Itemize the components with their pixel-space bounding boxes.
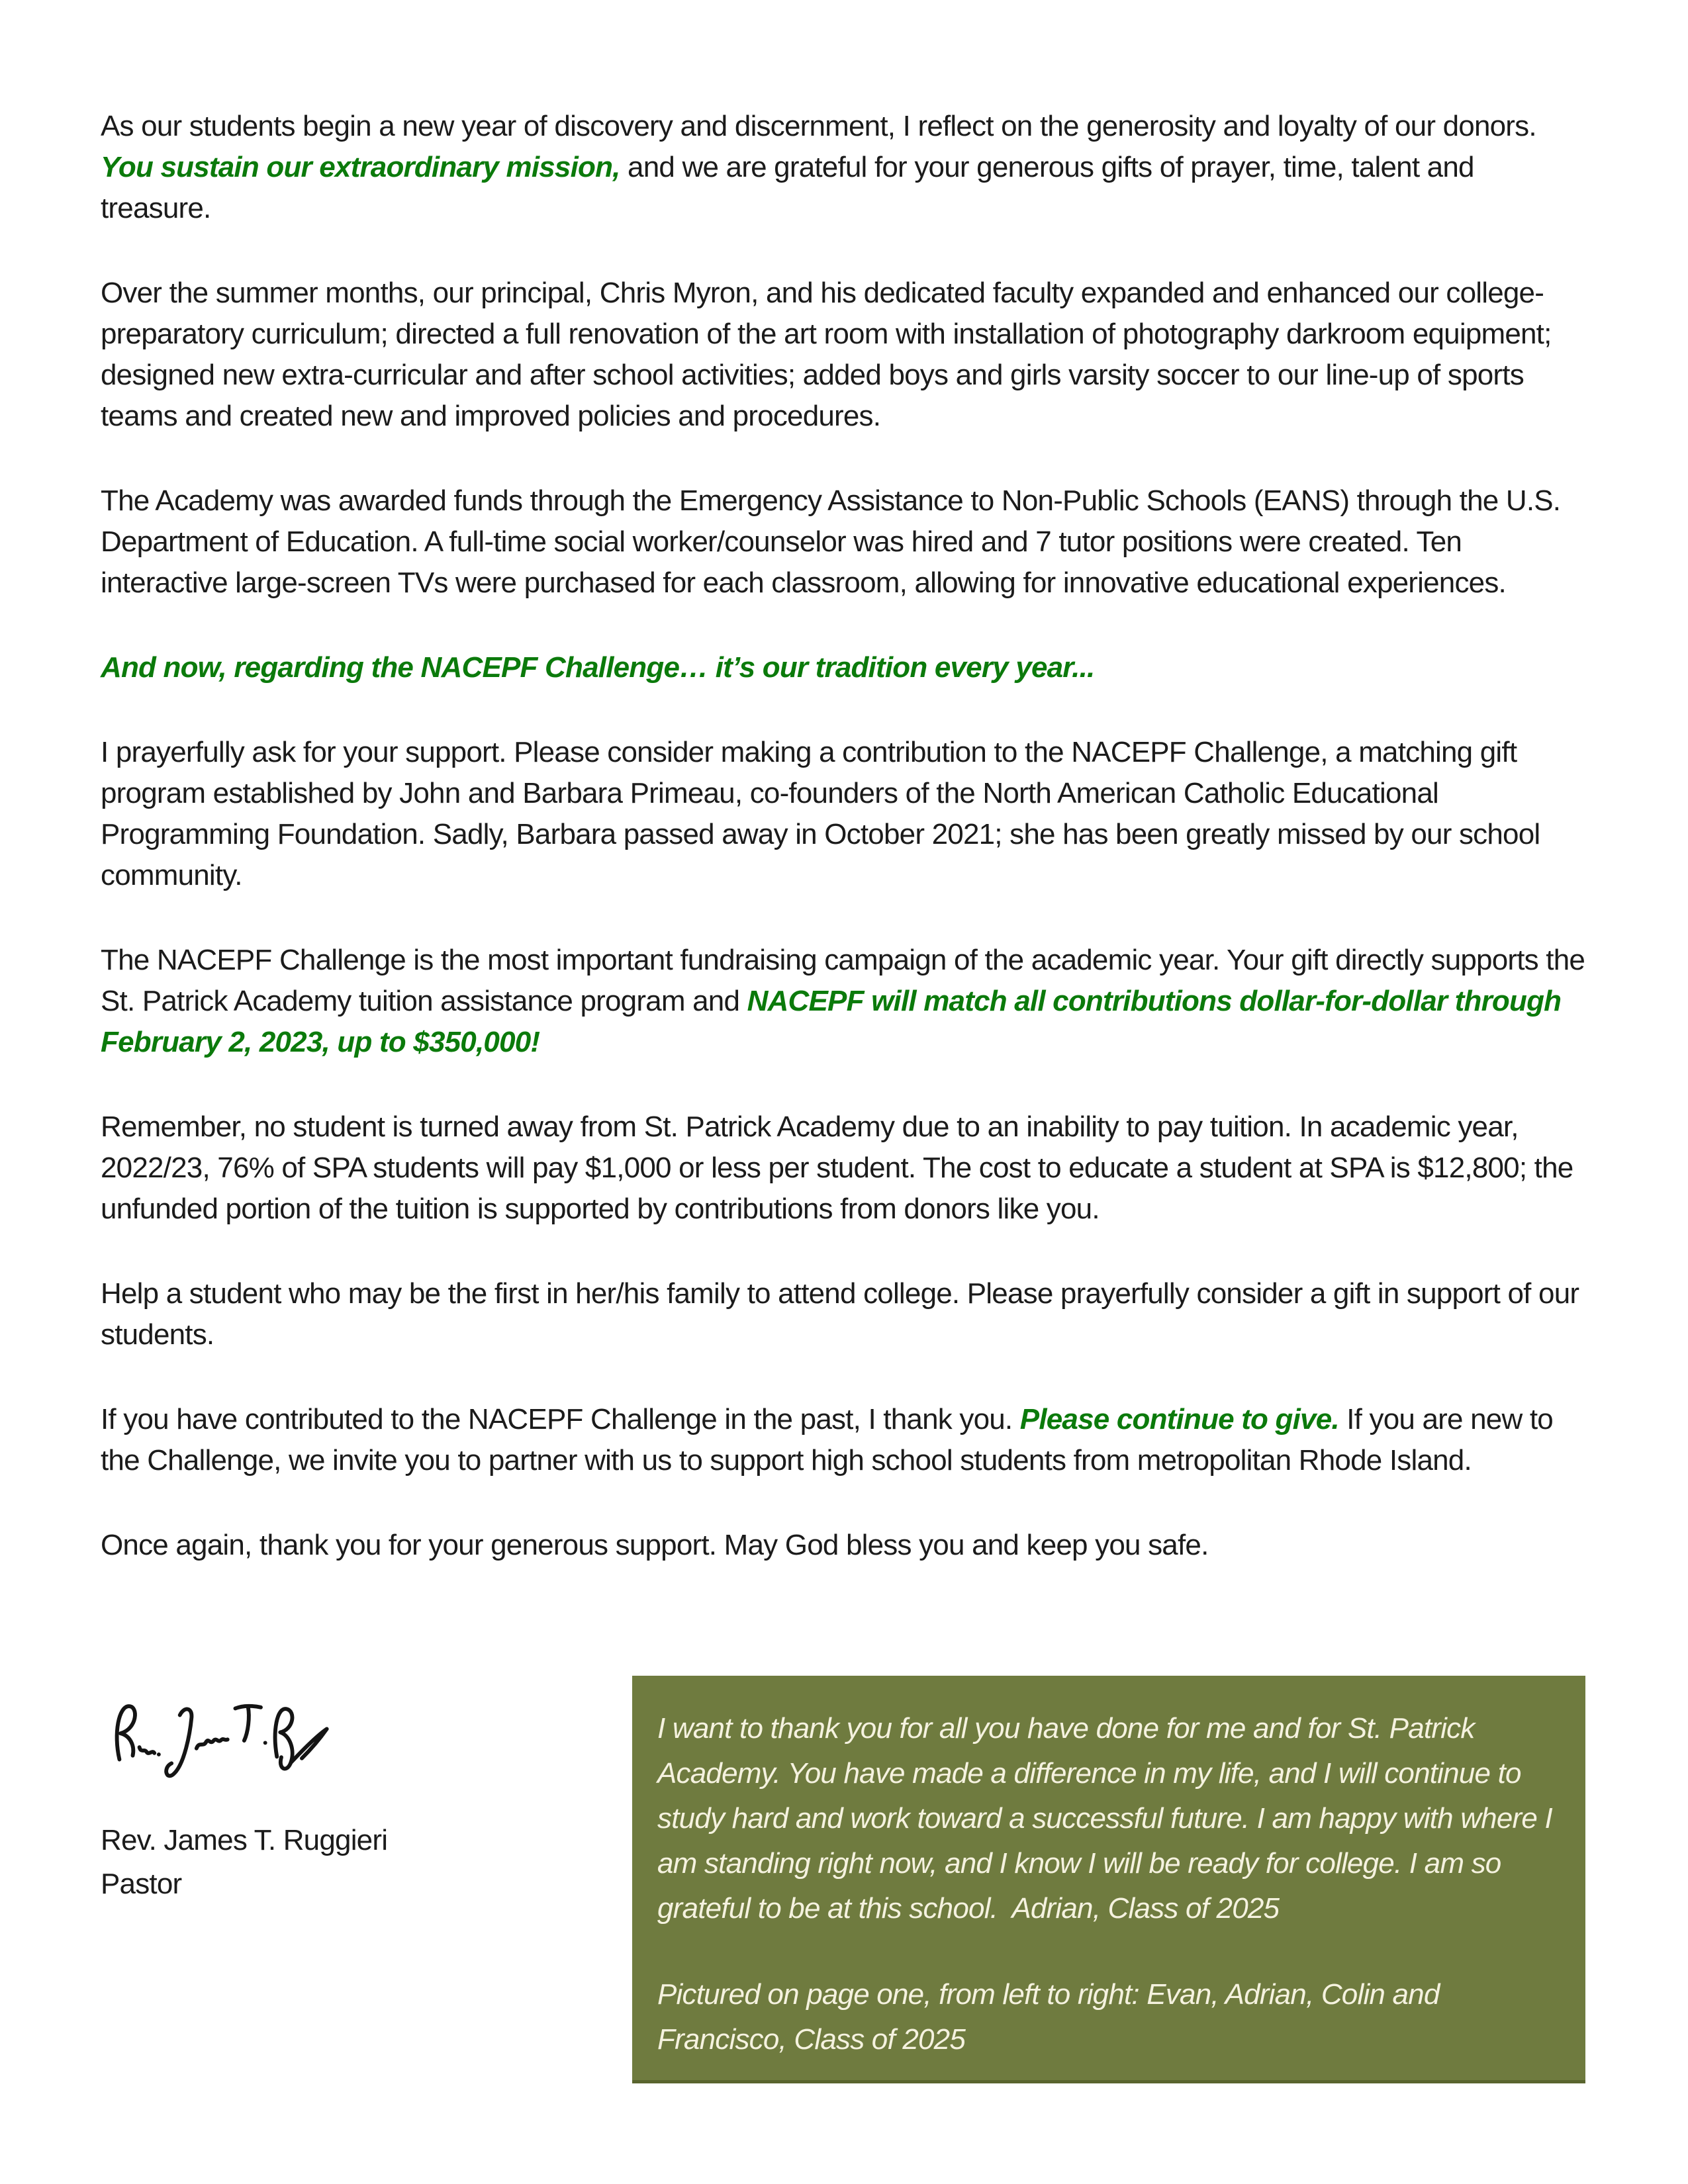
paragraph-eans-funds — [101, 480, 1590, 604]
paragraph-donors-text-2: and we are grateful for your generous gifts of prayer, time, talent and treasure. — [101, 151, 1474, 224]
paragraph-continue-giving — [101, 1399, 1590, 1481]
paragraph-continue-giving-text-2: If you are new to the Challenge, we invite you to partner with us to support high school students from metropolitan Rhode Island. — [101, 1403, 1553, 1477]
signatory-name: Rev. James T. Ruggieri — [101, 1824, 388, 1856]
paragraph-tuition-facts-text: Remember, no student is turned away from St. Patrick Academy due to an inability to pay tuition. In academic year, 2022/23, 76% of SPA students will pay $1,000 or less per student. The cost to educate a student at SPA is $12,800; the unfunded portion of the tuition is supported by contributions from donors like you. — [101, 1111, 1573, 1225]
paragraph-donors-text-1: As our students begin a new year of discovery and discernment, I reflect on the generosity and loyalty of our donors. — [101, 110, 1536, 142]
testimonial-photo-caption: Pictured on page one, from left to right: Evan, Adrian, Colin and Francisco, Class of 2025 — [657, 1978, 1447, 2056]
paragraph-ask-support — [101, 732, 1590, 896]
signatory-title: Pastor — [101, 1868, 182, 1900]
signature-block — [101, 1688, 604, 1906]
paragraph-closing-thanks-text: Once again, thank you for your generous support. May God bless you and keep you safe. — [101, 1529, 1209, 1561]
paragraph-matching-gift-text: The NACEPF Challenge is the most important fundraising campaign of the academic year. Your gift directly supports the St. Patrick Academy tuition assistance program and — [101, 944, 1585, 1017]
paragraph-eans-funds-text: The Academy was awarded funds through the Emergency Assistance to Non-Public Schools (EANS) through the U.S. Department of Education. A full-time social worker/counselor was hired and 7 tutor positions were created. Ten interactive large-screen TVs were purchased for each classroom, allowing for innovative educational experiences. — [101, 484, 1561, 599]
paragraph-challenge-intro-green-text: And now, regarding the NACEPF Challenge… it’s our tradition every year... — [101, 651, 1095, 684]
letter-body — [101, 106, 1590, 1610]
paragraph-closing-thanks — [101, 1525, 1590, 1566]
paragraph-ask-support-text: I prayerfully ask for your support. Please consider making a contribution to the NACEPF Challenge, a matching gift program established by John and Barbara Primeau, co-founders of the North American Catholic Educational Programming Foundation. Sadly, Barbara passed away in October 2021; she has been greatly missed by our school community. — [101, 736, 1540, 891]
paragraph-donors — [101, 106, 1590, 229]
paragraph-continue-giving-text-1: If you have contributed to the NACEPF Challenge in the past, I thank you. — [101, 1403, 1020, 1435]
paragraph-summer-updates — [101, 273, 1590, 437]
paragraph-tuition-facts — [101, 1107, 1590, 1230]
handwritten-signature-image — [107, 1688, 329, 1787]
paragraph-continue-giving-green-highlight: Please continue to give. — [1019, 1403, 1339, 1435]
paragraph-matching-gift-green-highlight: NACEPF will match all contributions dollar-for-dollar through February 2, 2023, up to $350,000! — [101, 985, 1562, 1058]
paragraph-help-student-text: Help a student who may be the first in her/his family to attend college. Please prayerfully consider a gift in support of our students. — [101, 1277, 1579, 1351]
paragraph-challenge-intro — [101, 647, 1590, 688]
paragraph-matching-gift — [101, 940, 1590, 1063]
paragraph-summer-updates-text: Over the summer months, our principal, Chris Myron, and his dedicated faculty expanded and enhanced our college-preparatory curriculum; directed a full renovation of the art room with installation of photography darkroom equipment; designed new extra-curricular and after school activities; added boys and girls varsity soccer to our line-up of sports teams and created new and improved policies and procedures. — [101, 277, 1552, 432]
paragraph-help-student — [101, 1273, 1590, 1355]
testimonial-quote: I want to thank you for all you have done for me and for St. Patrick Academy. You have made a difference in my life, and I will continue to study hard and work toward a successful future. I am happy with where I am standing right now, and I know I will be ready for college. I am so grateful to be at this school. Adrian, Class of 2025 — [657, 1712, 1560, 1925]
testimonial-box — [632, 1676, 1585, 2083]
paragraph-donors-green-highlight: You sustain our extraordinary mission, — [101, 151, 620, 183]
